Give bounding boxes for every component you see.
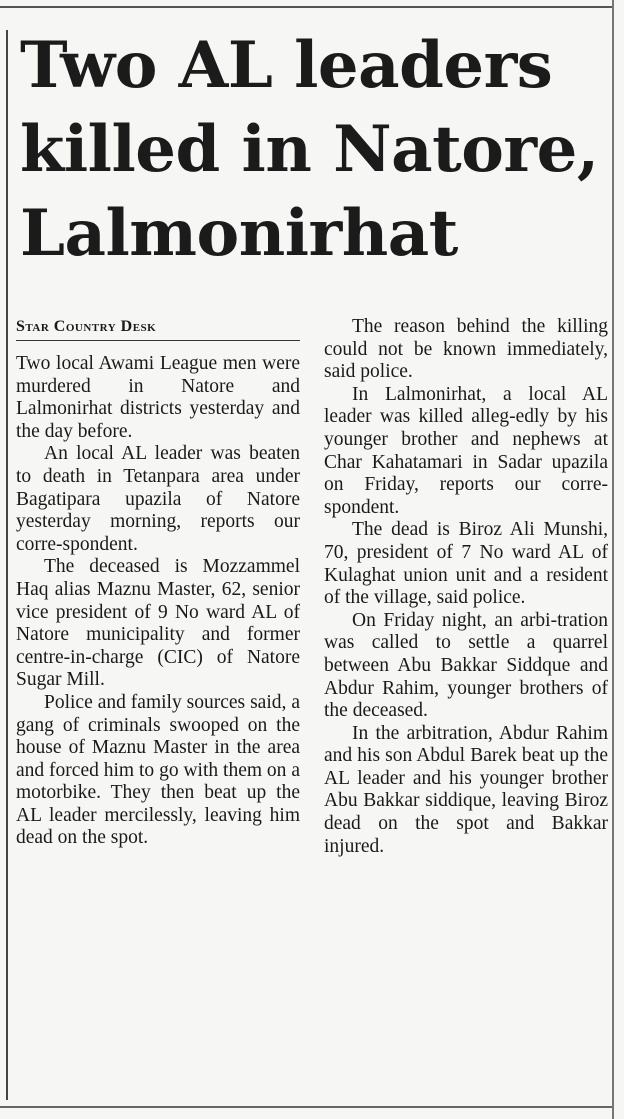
right-column <box>324 316 608 858</box>
headline-line-1: Two AL leaders <box>20 28 553 103</box>
paragraph: An local AL leader was beaten to death in Tetanpara area under Bagatipara upazila of Natore yesterday morning, reports our corre-spondent. <box>16 443 300 555</box>
headline-line-3: Lalmonirhat <box>20 196 458 271</box>
headline <box>20 24 610 276</box>
left-border-rule <box>6 30 8 1100</box>
paragraph: Police and family sources said, a gang of criminals swooped on the house of Maznu Master in the area and forced him to go with them on a motorbike. They then beat up the AL leader mercilessly, leaving him dead on the spot. <box>16 691 300 849</box>
bottom-border-rule <box>0 1106 612 1108</box>
byline: Star Country Desk <box>16 316 300 341</box>
top-border-rule <box>0 6 612 8</box>
left-column <box>16 316 300 850</box>
paragraph: The reason behind the killing could not be known immediately, said police. <box>324 316 608 383</box>
paragraph: The dead is Biroz Ali Munshi, 70, president of 7 No ward AL of Kulaghat union unit and a resident of the village, said police. <box>324 519 608 609</box>
paragraph: Two local Awami League men were murdered in Natore and Lalmonirhat districts yesterday and the day before. <box>16 353 300 442</box>
paragraph: The deceased is Mozzammel Haq alias Maznu Master, 62, senior vice president of 9 No ward AL of Natore municipality and former centre-in-charge (CIC) of Natore Sugar Mill. <box>16 556 300 691</box>
paragraph: In the arbitration, Abdur Rahim and his son Abdul Barek beat up the AL leader and his younger brother Abu Bakkar siddique, leaving Biroz dead on the spot and Bakkar injured. <box>324 722 608 857</box>
paragraph: On Friday night, an arbi-tration was called to settle a quarrel between Abu Bakkar Siddque and Abdur Rahim, younger brothers of the deceased. <box>324 609 608 722</box>
right-border-rule <box>612 0 614 1119</box>
headline-line-2: killed in Natore, <box>20 112 599 187</box>
paragraph: In Lalmonirhat, a local AL leader was killed alleg-edly by his younger brother and nephews at Char Kahatamari in Sadar upazila on Friday, reports our corre-spondent. <box>324 383 608 518</box>
